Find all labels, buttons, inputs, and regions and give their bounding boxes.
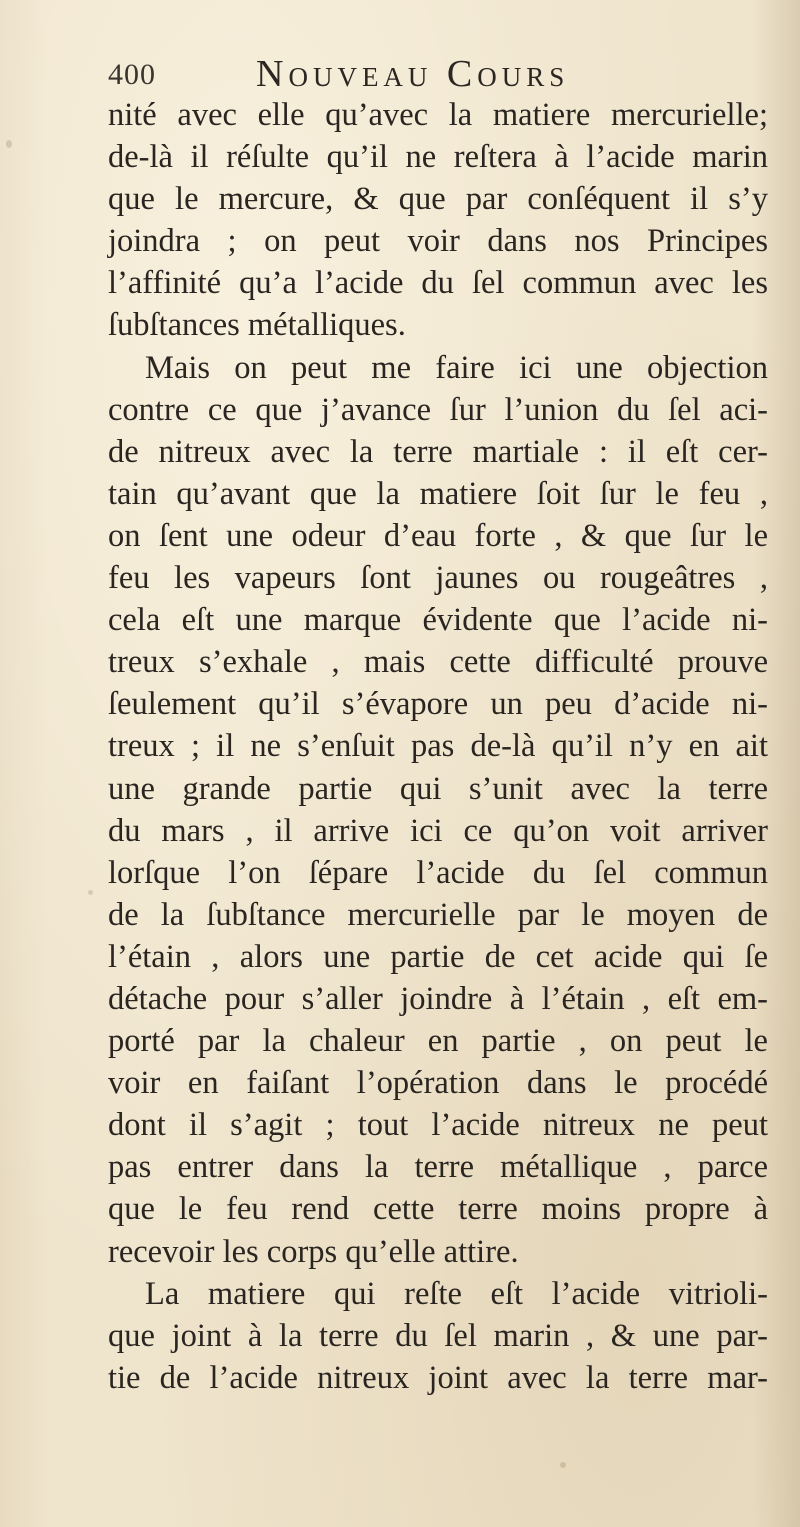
- text-line: feu les vapeurs ſont jaunes ou rougeâtres ,: [108, 560, 768, 597]
- text-line: l’étain , alors une partie de cet acide qui ſe: [108, 938, 768, 975]
- text-line: ſeulement qu’il s’évapore un peu d’acide ni-: [108, 686, 768, 723]
- body-text: [108, 94, 768, 1399]
- text-line: ſubſtances métalliques.: [108, 307, 406, 344]
- text-line: tie de l’acide nitreux joint avec la terre mar-: [108, 1359, 768, 1396]
- text-line: lorſque l’on ſépare l’acide du ſel commun: [108, 854, 768, 891]
- running-title: Nouveau Cours: [256, 53, 570, 95]
- text-line: porté par la chaleur en partie , on peut le: [108, 1023, 768, 1060]
- text-line: que le mercure, & que par conſéquent il s’y: [108, 181, 768, 218]
- text-line: Mais on peut me faire ici une objection: [145, 349, 768, 386]
- text-line: joindra ; on peut voir dans nos Principes: [108, 223, 768, 260]
- text-line: de-là il réſulte qu’il ne reſtera à l’acide marin: [108, 139, 768, 176]
- page-number: 400: [108, 58, 156, 91]
- text-line: treux s’exhale , mais cette difficulté prouve: [108, 644, 768, 681]
- text-line: treux ; il ne s’enſuit pas de-là qu’il n’y en ait: [108, 728, 768, 765]
- text-line: dont il s’agit ; tout l’acide nitreux ne peut: [108, 1107, 768, 1144]
- text-line: on ſent une odeur d’eau forte , & que ſur le: [108, 517, 768, 554]
- paper-stain: [560, 1462, 566, 1468]
- text-line: de la ſubſtance mercurielle par le moyen de: [108, 896, 768, 933]
- text-line: contre ce que j’avance ſur l’union du ſel aci-: [108, 391, 768, 428]
- text-line: que le feu rend cette terre moins propre à: [108, 1191, 768, 1228]
- text-line: l’affinité qu’a l’acide du ſel commun avec les: [108, 265, 768, 302]
- text-line: nité avec elle qu’avec la matiere mercurielle;: [108, 97, 768, 133]
- text-line: que joint à la terre du ſel marin , & une par-: [108, 1317, 768, 1354]
- text-line: de nitreux avec la terre martiale : il eſt cer-: [108, 433, 768, 470]
- text-line: recevoir les corps qu’elle attire.: [108, 1233, 519, 1270]
- text-line: du mars , il arrive ici ce qu’on voit arriver: [108, 812, 768, 849]
- text-line: cela eſt une marque évidente que l’acide ni-: [108, 602, 768, 639]
- text-line: détache pour s’aller joindre à l’étain , eſt em-: [108, 980, 768, 1017]
- text-line: voir en faiſant l’opération dans le procédé: [108, 1065, 768, 1102]
- running-head: [108, 52, 708, 96]
- text-line: tain qu’avant que la matiere ſoit ſur le feu ,: [108, 475, 768, 512]
- paper-stain: [88, 890, 93, 895]
- text-line: La matiere qui reſte eſt l’acide vitrioli-: [145, 1275, 768, 1312]
- paper-stain: [6, 140, 12, 148]
- text-line: pas entrer dans la terre métallique , parce: [108, 1149, 768, 1186]
- text-line: une grande partie qui s’unit avec la terre: [108, 770, 768, 807]
